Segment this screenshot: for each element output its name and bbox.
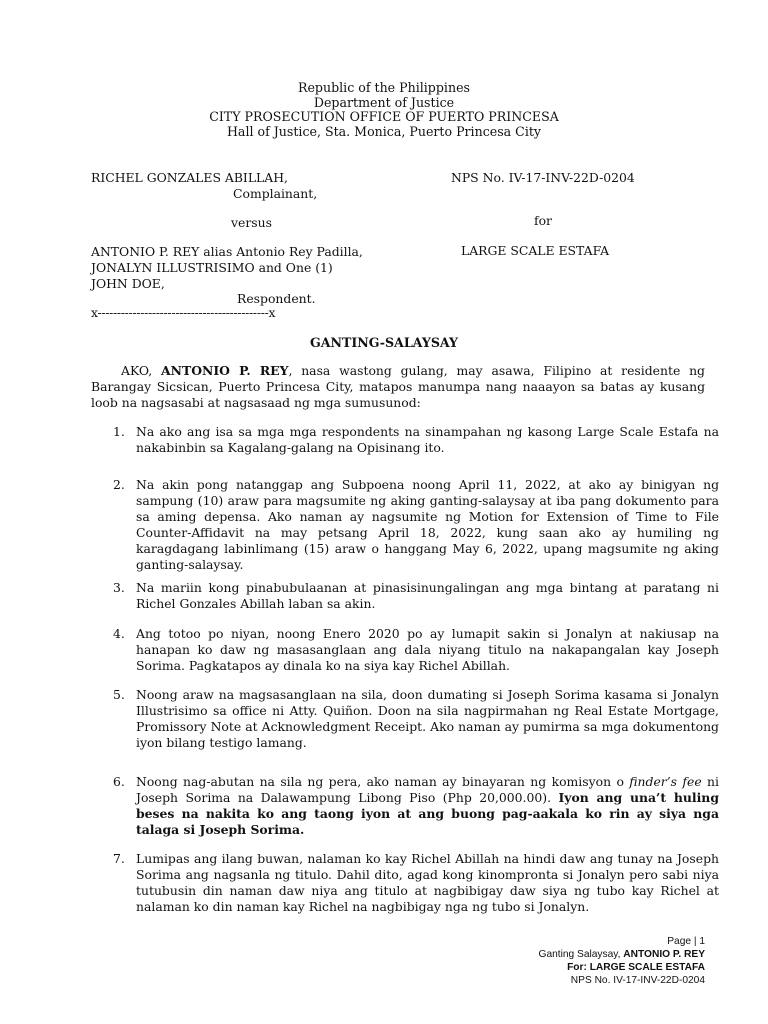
statement-text-part-a: Noong nag-abutan na sila ng pera, ako naman ay binayaran ng komisyon o xyxy=(136,774,630,789)
statement-number: 4. xyxy=(113,626,125,641)
complainant-name: RICHEL GONZALES ABILLAH, xyxy=(91,170,288,185)
versus-label: versus xyxy=(231,215,272,230)
page-number: Page | 1 xyxy=(667,936,705,947)
statement-number: 1. xyxy=(113,424,125,439)
caption-divider: x--------------------------------------------x xyxy=(91,305,276,320)
header-address: Hall of Justice, Sta. Monica, Puerto Princesa City xyxy=(226,124,542,139)
statement-number: 6. xyxy=(113,774,125,789)
statement-text xyxy=(136,774,719,838)
statement-number: 3. xyxy=(113,580,125,595)
case-number: NPS No. IV-17-INV-22D-0204 xyxy=(451,170,635,185)
document-title: GANTING-SALAYSAY xyxy=(309,335,459,350)
statement-text: Na ako ang isa sa mga mga respondents na sinampahan ng kasong Large Scale Estafa na nakabinbin sa Kagalang-galang na Opisinang ito. xyxy=(136,424,719,455)
footer-affiant-name: ANTONIO P. REY xyxy=(623,949,705,960)
finders-fee-term: finder’s fee xyxy=(629,774,702,789)
header-republic: Republic of the Philippines xyxy=(297,80,470,95)
intro-rest: , nasa wastong gulang, may asawa, Filipino at residente ng Barangay Sicsican, Puerto Princesa City, matapos manumpa nang naaayon sa batas ay kusang loob na nagsasabi at nagsasaad ng mga sumusunod: xyxy=(91,363,705,410)
complainant-role: Complainant, xyxy=(233,186,318,201)
statement-emphasis: Iyon ang una’t huling beses na nakita ko ang taong iyon at ang buong pag-aakala ko rin ay siya nga talaga si Joseph Sorima. xyxy=(136,790,719,837)
statement-number: 7. xyxy=(113,851,125,866)
footer-case-number: NPS No. IV-17-INV-22D-0204 xyxy=(570,975,705,986)
intro-lead: AKO, xyxy=(121,363,162,378)
intro-paragraph xyxy=(91,363,705,411)
statement-text: Lumipas ang ilang buwan, nalaman ko kay Richel Abillah na hindi daw ang tunay na Joseph Sorima ang nagsanla ng titulo. Dahil dito, agad kong kinompronta si Jonalyn pero sabi niya tutubusin din naman daw niya ang titulo at nagbibigay daw siya ng tubo kay Richel at nalaman ko din naman kay Richel na nagbibigay nga ng tubo si Jonalyn. xyxy=(136,851,719,914)
respondent-line-2: JONALYN ILLUSTRISIMO and One (1) xyxy=(91,260,333,275)
statement-text: Ang totoo po niyan, noong Enero 2020 po ay lumapit sakin si Jonalyn at nakiusap na hanapan ko daw ng masasanglaan ang dala niyang titulo na nakapangalan kay Joseph Sorima. Pagkatapos ay dinala ko na siya kay Richel Abillah. xyxy=(136,626,719,673)
footer-offense: For: LARGE SCALE ESTAFA xyxy=(567,962,705,973)
respondent-line-3: JOHN DOE, xyxy=(91,276,165,291)
affiant-name: ANTONIO P. REY xyxy=(161,363,289,378)
respondent-line-1: ANTONIO P. REY alias Antonio Rey Padilla, xyxy=(91,244,363,259)
respondent-role: Respondent. xyxy=(237,291,316,306)
statement-text: Na akin pong natanggap ang Subpoena noong April 11, 2022, at ako ay binigyan ng sampung (10) araw para magsumite ng aking ganting-salaysay at iba pang dokumento para sa aming depensa. Ako naman ay nagsumite ng Motion for Extension of Time to File Counter-Affidavit na may petsang April 18, 2022, kung saan ako ay humiling ng karagdagang labinlimang (15) araw o hanggang May 6, 2022, upang magsumite ng aking ganting-salaysay. xyxy=(136,477,719,572)
statement-text: Na mariin kong pinabubulaanan at pinasisinungalingan ang mga bintang at paratang ni Richel Gonzales Abillah laban sa akin. xyxy=(136,580,719,611)
footer-doc-prefix: Ganting Salaysay, xyxy=(538,949,624,960)
header-office: CITY PROSECUTION OFFICE OF PUERTO PRINCESA xyxy=(209,109,559,124)
statement-number: 5. xyxy=(113,687,125,702)
offense-label: LARGE SCALE ESTAFA xyxy=(461,243,610,258)
header-department: Department of Justice xyxy=(313,95,455,110)
statement-text-part-b: ni Joseph Sorima na Dalawampung Libong Piso (Php 20,000.00). xyxy=(136,774,719,805)
statement-number: 2. xyxy=(113,477,125,492)
statement-text: Noong araw na magsasanglaan na sila, doon dumating si Joseph Sorima kasama si Jonalyn Illustrisimo sa office ni Atty. Quiñon. Doon na sila nagpirmahan ng Real Estate Mortgage, Promissory Note at Acknowledgment Receipt. Ako naman ay pumirma sa mga dokumentong iyon bilang testigo lamang. xyxy=(136,687,719,750)
for-label: for xyxy=(534,213,552,228)
footer-document xyxy=(539,948,705,961)
